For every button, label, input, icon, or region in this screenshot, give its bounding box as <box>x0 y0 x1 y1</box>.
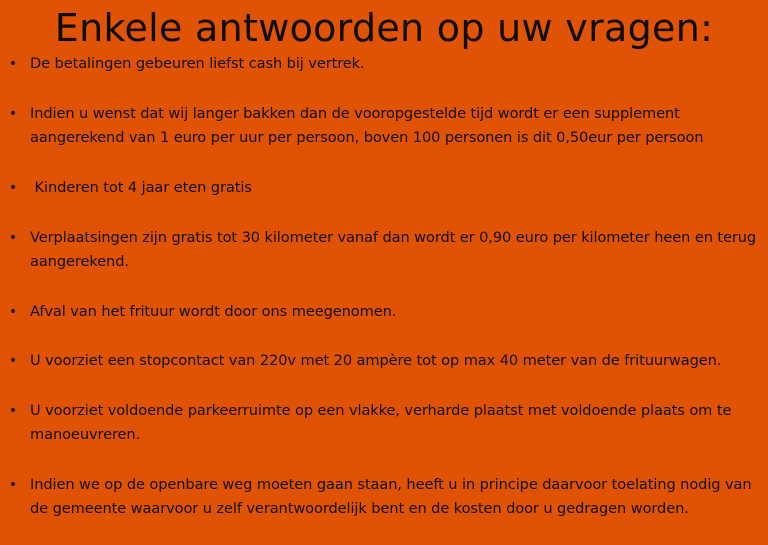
faq-item-text: De betalingen gebeuren liefst cash bij vertrek. <box>30 55 365 72</box>
bullet: • <box>8 56 18 72</box>
faq-item-text: Indien u wenst dat wij langer bakken dan de vooropgestelde tijd wordt er een supplement aangerekend van 1 euro per uur per persoon, boven 100 personen is dit 0,50eur per persoon <box>30 105 704 146</box>
faq-item-text: Indien we op de openbare weg moeten gaan staan, heeft u in principe daarvoor toelating nodig van de gemeente waarvoor u zelf verantwoordelijk bent en de kosten door u gedragen worden. <box>30 476 752 517</box>
bullet: • <box>8 180 18 196</box>
bullet: • <box>8 230 18 246</box>
bullet: • <box>8 477 18 493</box>
faq-item-text: Verplaatsingen zijn gratis tot 30 kilometer vanaf dan wordt er 0,90 euro per kilometer heen en terug aangerekend. <box>30 229 757 270</box>
faq-item-text: U voorziet een stopcontact van 220v met 20 ampère tot op max 40 meter van de frituurwagen. <box>30 352 722 369</box>
faq-item-text: Afval van het frituur wordt door ons meegenomen. <box>30 303 397 320</box>
bullet: • <box>8 353 18 369</box>
page-title: Enkele antwoorden op uw vragen: <box>54 6 714 50</box>
bullet: • <box>8 304 18 320</box>
faq-item-text: U voorziet voldoende parkeerruimte op een vlakke, verharde plaatst met voldoende plaats om te manoeuvreren. <box>30 402 732 443</box>
bullet: • <box>8 403 18 419</box>
faq-item-text: Kinderen tot 4 jaar eten gratis <box>30 179 252 196</box>
bullet: • <box>8 106 18 122</box>
